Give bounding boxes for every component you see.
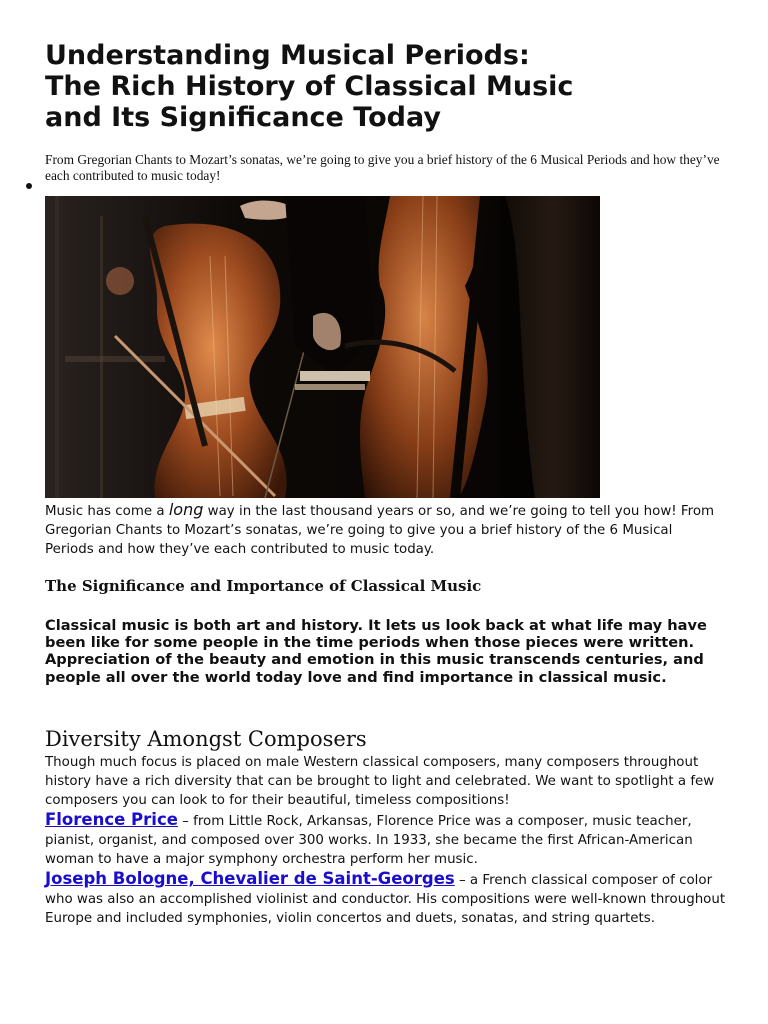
body-text-rest: way in the last thousand years or so, and we’re going to tell you how! From Gregorian Chants to Mozart’s sonatas, we’re going to give you a brief history of the 6 Musical Periods and how they’ve each contributed to music today. xyxy=(45,504,715,557)
intro-paragraph: From Gregorian Chants to Mozart’s sonatas, we’re going to give you a brief history of the 6 Musical Periods and how they’ve each contributed to music today! xyxy=(45,152,720,183)
composer-description: – a French classical composer of color who was also an accomplished violinist and conductor. His compositions were well-known throughout Europe and included symphonies, violin concertos and duets, sonatas, and string quartets. xyxy=(45,873,726,926)
composers-section xyxy=(45,753,735,928)
body-paragraph xyxy=(45,500,725,559)
title-line-3: and Its Significance Today xyxy=(45,102,441,133)
joseph-bologne-link[interactable]: Joseph Bologne, Chevalier de Saint-Georges xyxy=(45,869,455,888)
cellos-photo xyxy=(45,196,600,498)
article-header xyxy=(45,40,725,183)
title-line-2: The Rich History of Classical Music xyxy=(45,71,574,102)
significance-heading: The Significance and Importance of Classical Music xyxy=(45,577,482,595)
diversity-intro: Though much focus is placed on male Western classical composers, many composers throughout history have a rich diversity that can be brought to light and celebrated. We want to spotlight a few composers you can look to for their beautiful, timeless compositions! xyxy=(45,755,715,808)
significance-paragraph: Classical music is both art and history. It lets us look back at what life may have been like for some people in the time periods when those pieces were written. Appreciation of the beauty and emotion in this music transcends centuries, and people all over the world today love and find importance in classical music. xyxy=(45,617,707,686)
composer-description: – from Little Rock, Arkansas, Florence Price was a composer, music teacher, pianist, organist, and composed over 300 works. In 1933, she became the first African-American woman to have a major symphony orchestra perform her music. xyxy=(45,814,693,867)
bullet-marker xyxy=(26,183,32,189)
florence-price-link[interactable]: Florence Price xyxy=(45,810,178,829)
body-text-start: Music has come a xyxy=(45,504,169,519)
cellos-photo-graphic xyxy=(45,196,600,498)
composer-entry xyxy=(45,869,735,928)
title-line-1: Understanding Musical Periods: xyxy=(45,40,530,71)
page-title xyxy=(45,40,725,133)
diversity-heading: Diversity Amongst Composers xyxy=(45,727,367,751)
composer-entry xyxy=(45,810,735,869)
body-emphasis: long xyxy=(168,500,204,519)
